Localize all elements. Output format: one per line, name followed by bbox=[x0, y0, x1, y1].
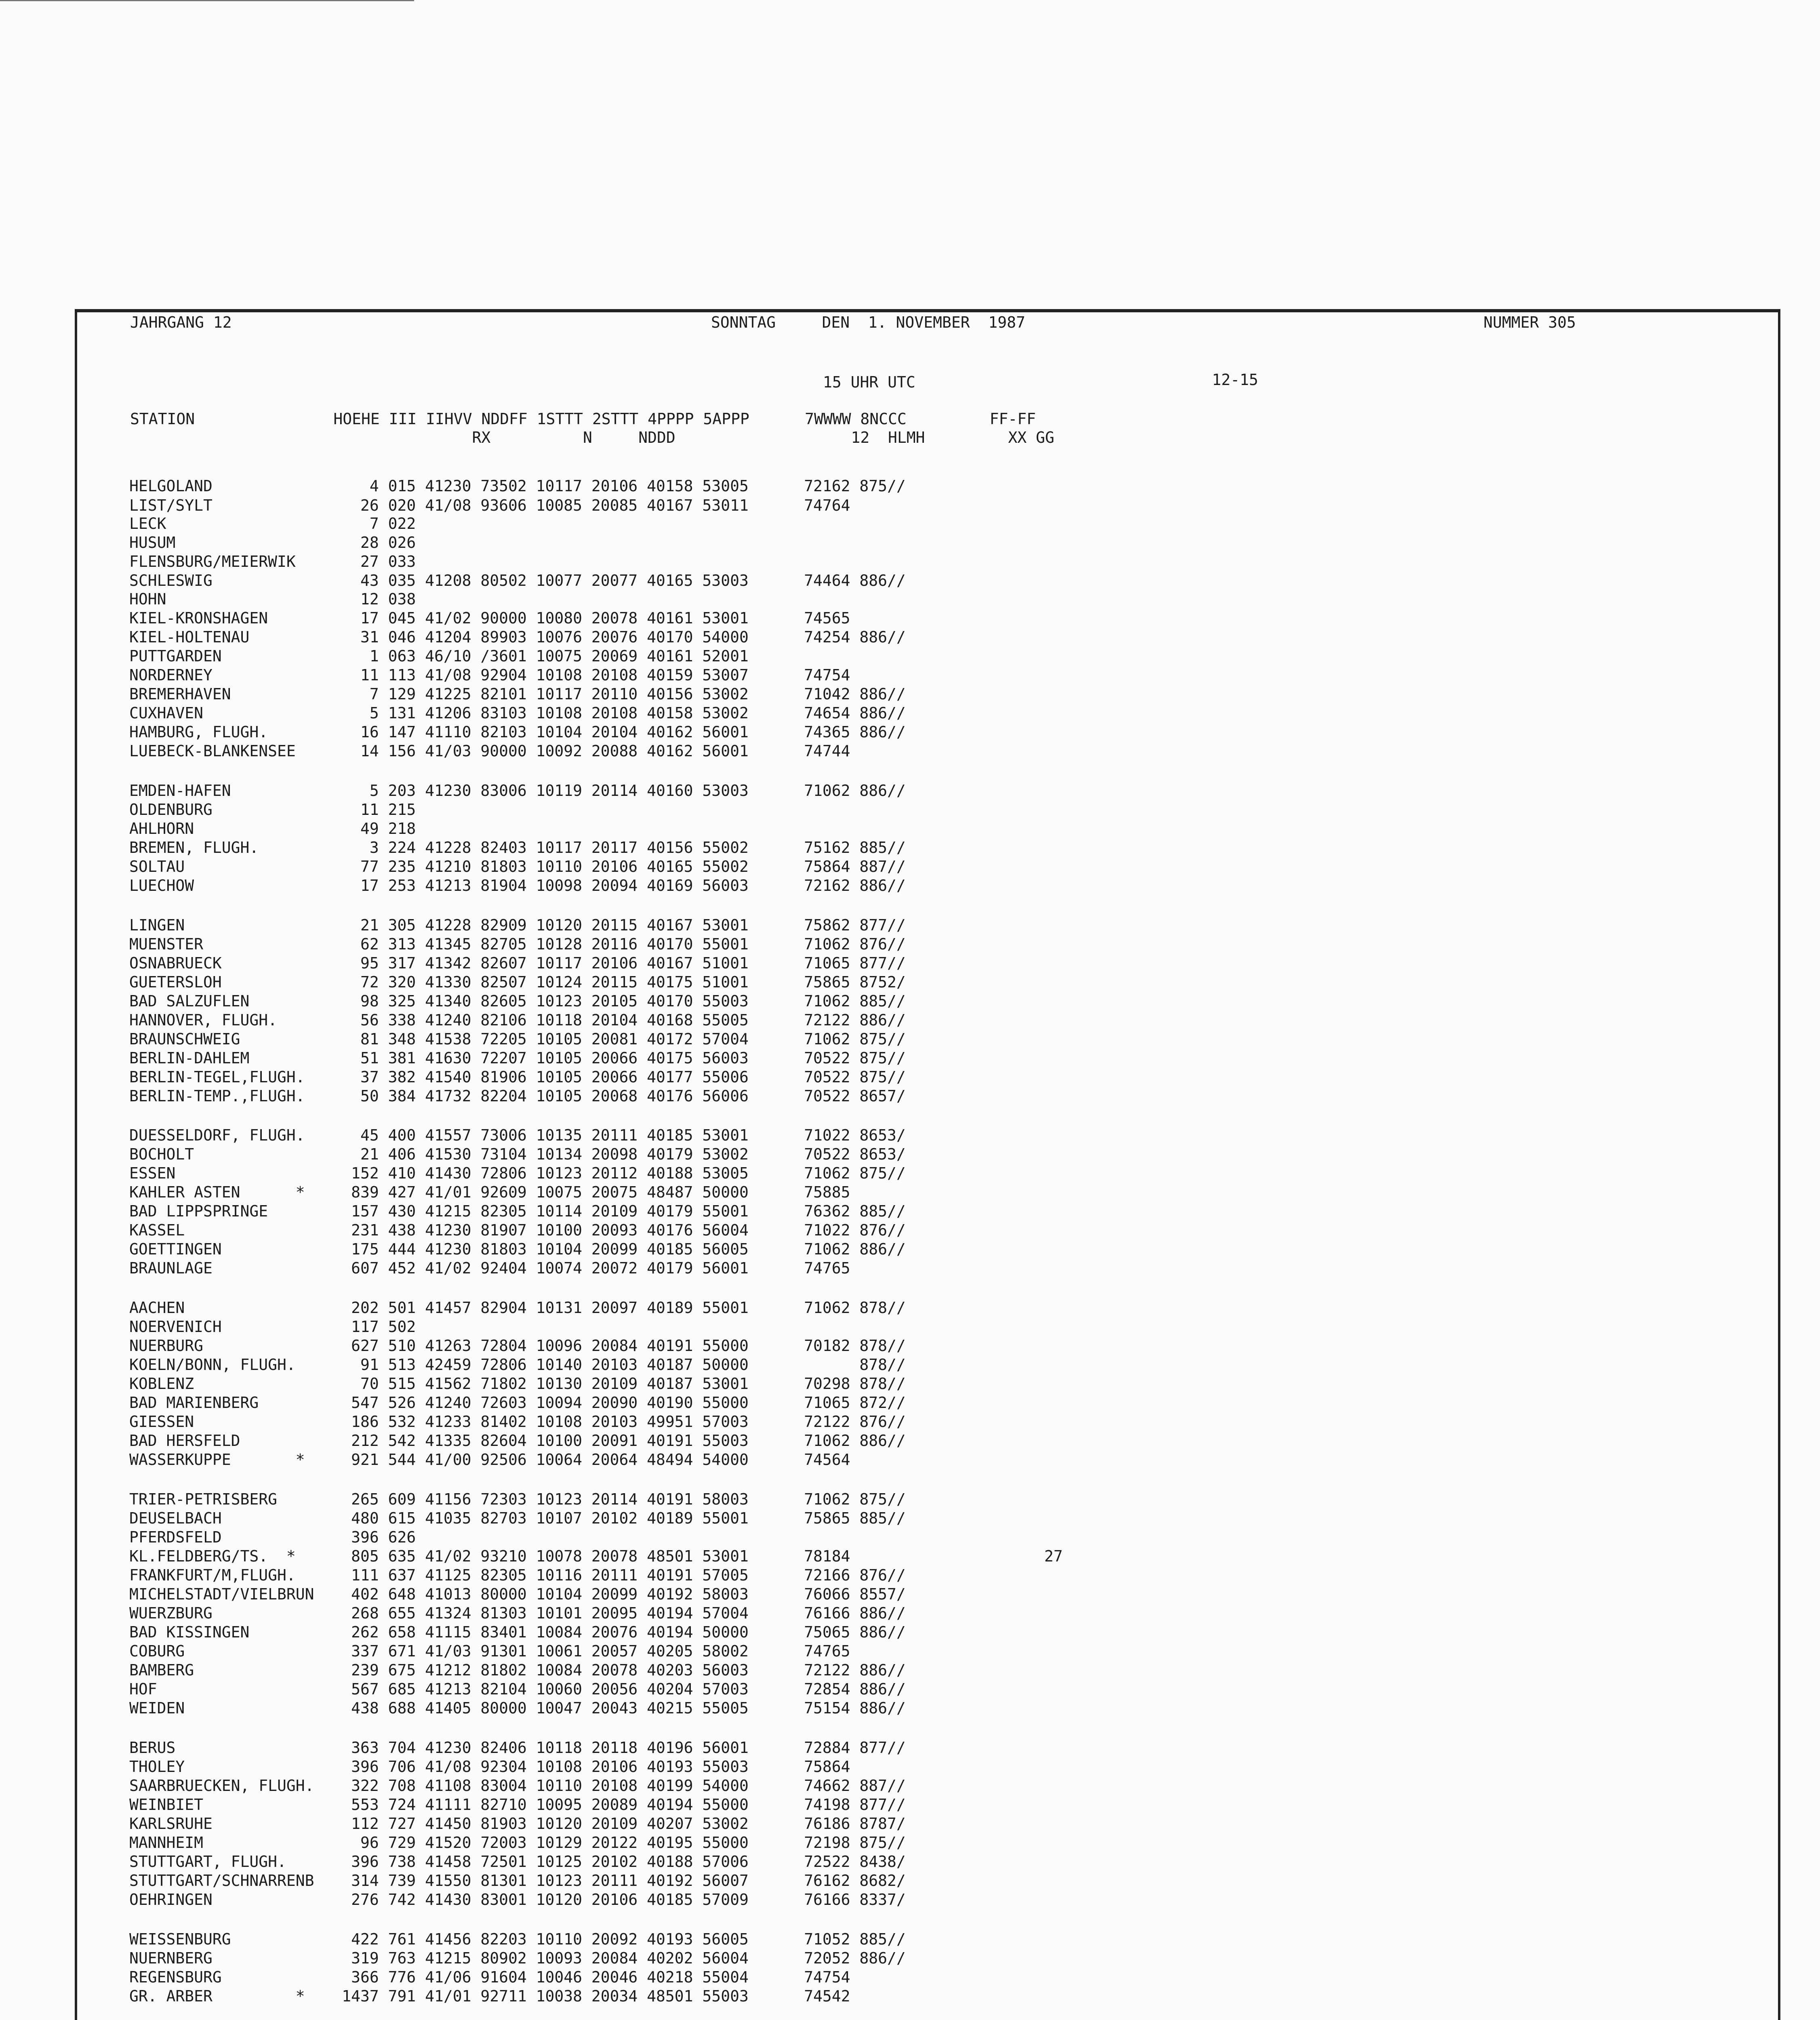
column-header-line-2: RX N NDDD 12 HLMH XX GG bbox=[130, 429, 1054, 446]
station-row: LIST/SYLT 26 020 41/08 93606 10085 20085 40167 53011 74764 bbox=[129, 497, 850, 514]
station-row: BAD SALZUFLEN 98 325 41340 82605 10123 20105 40170 55003 71062 885// bbox=[129, 992, 906, 1010]
top-rule bbox=[0, 0, 414, 1]
date-line: SONNTAG DEN 1. NOVEMBER 1987 bbox=[711, 314, 1025, 331]
station-row: THOLEY 396 706 41/08 92304 10108 20106 40193 55003 75864 bbox=[129, 1758, 850, 1776]
station-row: OLDENBURG 11 215 bbox=[129, 801, 416, 819]
station-row: BREMERHAVEN 7 129 41225 82101 10117 20110 40156 53002 71042 886// bbox=[129, 685, 906, 703]
station-row: LINGEN 21 305 41228 82909 10120 20115 40167 53001 75862 877// bbox=[129, 916, 906, 934]
station-row: SOLTAU 77 235 41210 81803 10110 20106 40165 55002 75864 887// bbox=[129, 858, 906, 875]
station-row: GR. ARBER * 1437 791 41/01 92711 10038 20034 48501 55003 74542 bbox=[129, 1987, 850, 2005]
station-row: BERLIN-TEMP.,FLUGH. 50 384 41732 82204 10105 20068 40176 56006 70522 8657/ bbox=[129, 1087, 906, 1105]
column-header-line-1: STATION HOEHE III IIHVV NDDFF 1STTT 2STTT 4PPPP 5APPP 7WWWW 8NCCC FF-FF bbox=[130, 410, 1036, 428]
station-row: HOF 567 685 41213 82104 10060 20056 40204 57003 72854 886// bbox=[129, 1680, 906, 1698]
station-row: KARLSRUHE 112 727 41450 81903 10120 20109 40207 53002 76186 8787/ bbox=[129, 1815, 906, 1833]
station-row: GOETTINGEN 175 444 41230 81803 10104 20099 40185 56005 71062 886// bbox=[129, 1240, 906, 1258]
station-row: BAD MARIENBERG 547 526 41240 72603 10094 20090 40190 55000 71065 872// bbox=[129, 1394, 906, 1412]
station-row: KOBLENZ 70 515 41562 71802 10130 20109 40187 53001 70298 878// bbox=[129, 1375, 906, 1393]
station-row: WUERZBURG 268 655 41324 81303 10101 20095 40194 57004 76166 886// bbox=[129, 1604, 906, 1622]
station-row: GIESSEN 186 532 41233 81402 10108 20103 49951 57003 72122 876// bbox=[129, 1413, 906, 1431]
station-row: HOHN 12 038 bbox=[129, 590, 416, 608]
station-row: WASSERKUPPE * 921 544 41/00 92506 10064 20064 48494 54000 74564 bbox=[129, 1451, 850, 1469]
station-row: KASSEL 231 438 41230 81907 10100 20093 40176 56004 71022 876// bbox=[129, 1221, 906, 1239]
station-row: FLENSBURG/MEIERWIK 27 033 bbox=[129, 553, 416, 570]
station-row: MICHELSTADT/VIELBRUN 402 648 41013 80000 10104 20099 40192 58003 76066 8557/ bbox=[129, 1585, 906, 1603]
station-row: BREMEN, FLUGH. 3 224 41228 82403 10117 20117 40156 55002 75162 885// bbox=[129, 839, 906, 856]
station-row: REGENSBURG 366 776 41/06 91604 10046 20046 40218 55004 74754 bbox=[129, 1968, 850, 1986]
time-range: 12-15 bbox=[1212, 371, 1258, 389]
station-row: PFERDSFELD 396 626 bbox=[129, 1528, 416, 1546]
station-row: BAD HERSFELD 212 542 41335 82604 10100 20091 40191 55003 71062 886// bbox=[129, 1432, 906, 1450]
station-row: CUXHAVEN 5 131 41206 83103 10108 20108 40158 53002 74654 886// bbox=[129, 704, 906, 722]
station-row: HELGOLAND 4 015 41230 73502 10117 20106 40158 53005 72162 875// bbox=[129, 477, 906, 495]
station-row: HANNOVER, FLUGH. 56 338 41240 82106 10118 20104 40168 55005 72122 886// bbox=[129, 1011, 906, 1029]
station-row: BERLIN-DAHLEM 51 381 41630 72207 10105 20066 40175 56003 70522 875// bbox=[129, 1049, 906, 1067]
station-row: STUTTGART/SCHNARRENB 314 739 41550 81301 10123 20111 40192 56007 76162 8682/ bbox=[129, 1872, 906, 1890]
station-row: MUENSTER 62 313 41345 82705 10128 20116 40170 55001 71062 876// bbox=[129, 935, 906, 953]
station-row: LUECHOW 17 253 41213 81904 10098 20094 40169 56003 72162 886// bbox=[129, 877, 906, 894]
station-row: NUERNBERG 319 763 41215 80902 10093 20084 40202 56004 72052 886// bbox=[129, 1949, 906, 1967]
station-row: NORDERNEY 11 113 41/08 92904 10108 20108 40159 53007 74754 bbox=[129, 666, 850, 684]
station-row: PUTTGARDEN 1 063 46/10 /3601 10075 20069 40161 52001 bbox=[129, 647, 749, 665]
issue-number: NUMMER 305 bbox=[1483, 314, 1576, 331]
station-row: KL.FELDBERG/TS. * 805 635 41/02 93210 10078 20078 48501 53001 78184 27 bbox=[129, 1547, 1063, 1565]
station-row: BRAUNLAGE 607 452 41/02 92404 10074 20072 40179 56001 74765 bbox=[129, 1259, 850, 1277]
station-row: WEISSENBURG 422 761 41456 82203 10110 20092 40193 56005 71052 885// bbox=[129, 1930, 906, 1948]
station-row: STUTTGART, FLUGH. 396 738 41458 72501 10125 20102 40188 57006 72522 8438/ bbox=[129, 1853, 906, 1871]
station-row: LUEBECK-BLANKENSEE 14 156 41/03 90000 10092 20088 40162 56001 74744 bbox=[129, 742, 850, 760]
station-row: OSNABRUECK 95 317 41342 82607 10117 20106 40167 51001 71065 877// bbox=[129, 954, 906, 972]
station-row: BERUS 363 704 41230 82406 10118 20118 40196 56001 72884 877// bbox=[129, 1739, 906, 1757]
station-row: FRANKFURT/M,FLUGH. 111 637 41125 82305 10116 20111 40191 57005 72166 876// bbox=[129, 1566, 906, 1584]
station-row: AHLHORN 49 218 bbox=[129, 820, 416, 837]
station-row: TRIER-PETRISBERG 265 609 41156 72303 10123 20114 40191 58003 71062 875// bbox=[129, 1490, 906, 1508]
station-row: MANNHEIM 96 729 41520 72003 10129 20122 40195 55000 72198 875// bbox=[129, 1834, 906, 1852]
station-row: BOCHOLT 21 406 41530 73104 10134 20098 40179 53002 70522 8653/ bbox=[129, 1145, 906, 1163]
station-row: NUERBURG 627 510 41263 72804 10096 20084 40191 55000 70182 878// bbox=[129, 1337, 906, 1355]
station-row: LECK 7 022 bbox=[129, 515, 416, 532]
station-row: NOERVENICH 117 502 bbox=[129, 1318, 416, 1336]
station-row: BAD KISSINGEN 262 658 41115 83401 10084 20076 40194 50000 75065 886// bbox=[129, 1623, 906, 1641]
station-row: OEHRINGEN 276 742 41430 83001 10120 20106 40185 57009 76166 8337/ bbox=[129, 1891, 906, 1908]
station-row: WEIDEN 438 688 41405 80000 10047 20043 40215 55005 75154 886// bbox=[129, 1699, 906, 1717]
observation-time: 15 UHR UTC bbox=[823, 373, 915, 391]
station-row: EMDEN-HAFEN 5 203 41230 83006 10119 20114 40160 53003 71062 886// bbox=[129, 782, 906, 800]
station-row: GUETERSLOH 72 320 41330 82507 10124 20115 40175 51001 75865 8752/ bbox=[129, 973, 906, 991]
station-row: BAD LIPPSPRINGE 157 430 41215 82305 10114 20109 40179 55001 76362 885// bbox=[129, 1202, 906, 1220]
station-row: BRAUNSCHWEIG 81 348 41538 72205 10105 20081 40172 57004 71062 875// bbox=[129, 1030, 906, 1048]
station-row: KOELN/BONN, FLUGH. 91 513 42459 72806 10140 20103 40187 50000 878// bbox=[129, 1356, 906, 1374]
station-row: WEINBIET 553 724 41111 82710 10095 20089 40194 55000 74198 877// bbox=[129, 1796, 906, 1814]
station-row: SAARBRUECKEN, FLUGH. 322 708 41108 83004 10110 20108 40199 54000 74662 887// bbox=[129, 1777, 906, 1795]
station-row: DEUSELBACH 480 615 41035 82703 10107 20102 40189 55001 75865 885// bbox=[129, 1509, 906, 1527]
station-row: HUSUM 28 026 bbox=[129, 534, 416, 551]
station-row: BAMBERG 239 675 41212 81802 10084 20078 40203 56003 72122 886// bbox=[129, 1661, 906, 1679]
station-row: DUESSELDORF, FLUGH. 45 400 41557 73006 10135 20111 40185 53001 71022 8653/ bbox=[129, 1126, 906, 1144]
station-row: AACHEN 202 501 41457 82904 10131 20097 40189 55001 71062 878// bbox=[129, 1299, 906, 1317]
station-row: BERLIN-TEGEL,FLUGH. 37 382 41540 81906 10105 20066 40177 55006 70522 875// bbox=[129, 1068, 906, 1086]
station-row: KAHLER ASTEN * 839 427 41/01 92609 10075 20075 48487 50000 75885 bbox=[129, 1183, 850, 1201]
jahrgang-label: JAHRGANG 12 bbox=[130, 314, 232, 331]
station-row: ESSEN 152 410 41430 72806 10123 20112 40188 53005 71062 875// bbox=[129, 1164, 906, 1182]
station-row: SCHLESWIG 43 035 41208 80502 10077 20077 40165 53003 74464 886// bbox=[129, 572, 906, 589]
station-row: HAMBURG, FLUGH. 16 147 41110 82103 10104 20104 40162 56001 74365 886// bbox=[129, 723, 906, 741]
station-row: KIEL-KRONSHAGEN 17 045 41/02 90000 10080 20078 40161 53001 74565 bbox=[129, 609, 850, 627]
station-row: KIEL-HOLTENAU 31 046 41204 89903 10076 20076 40170 54000 74254 886// bbox=[129, 628, 906, 646]
station-row: COBURG 337 671 41/03 91301 10061 20057 40205 58002 74765 bbox=[129, 1642, 850, 1660]
